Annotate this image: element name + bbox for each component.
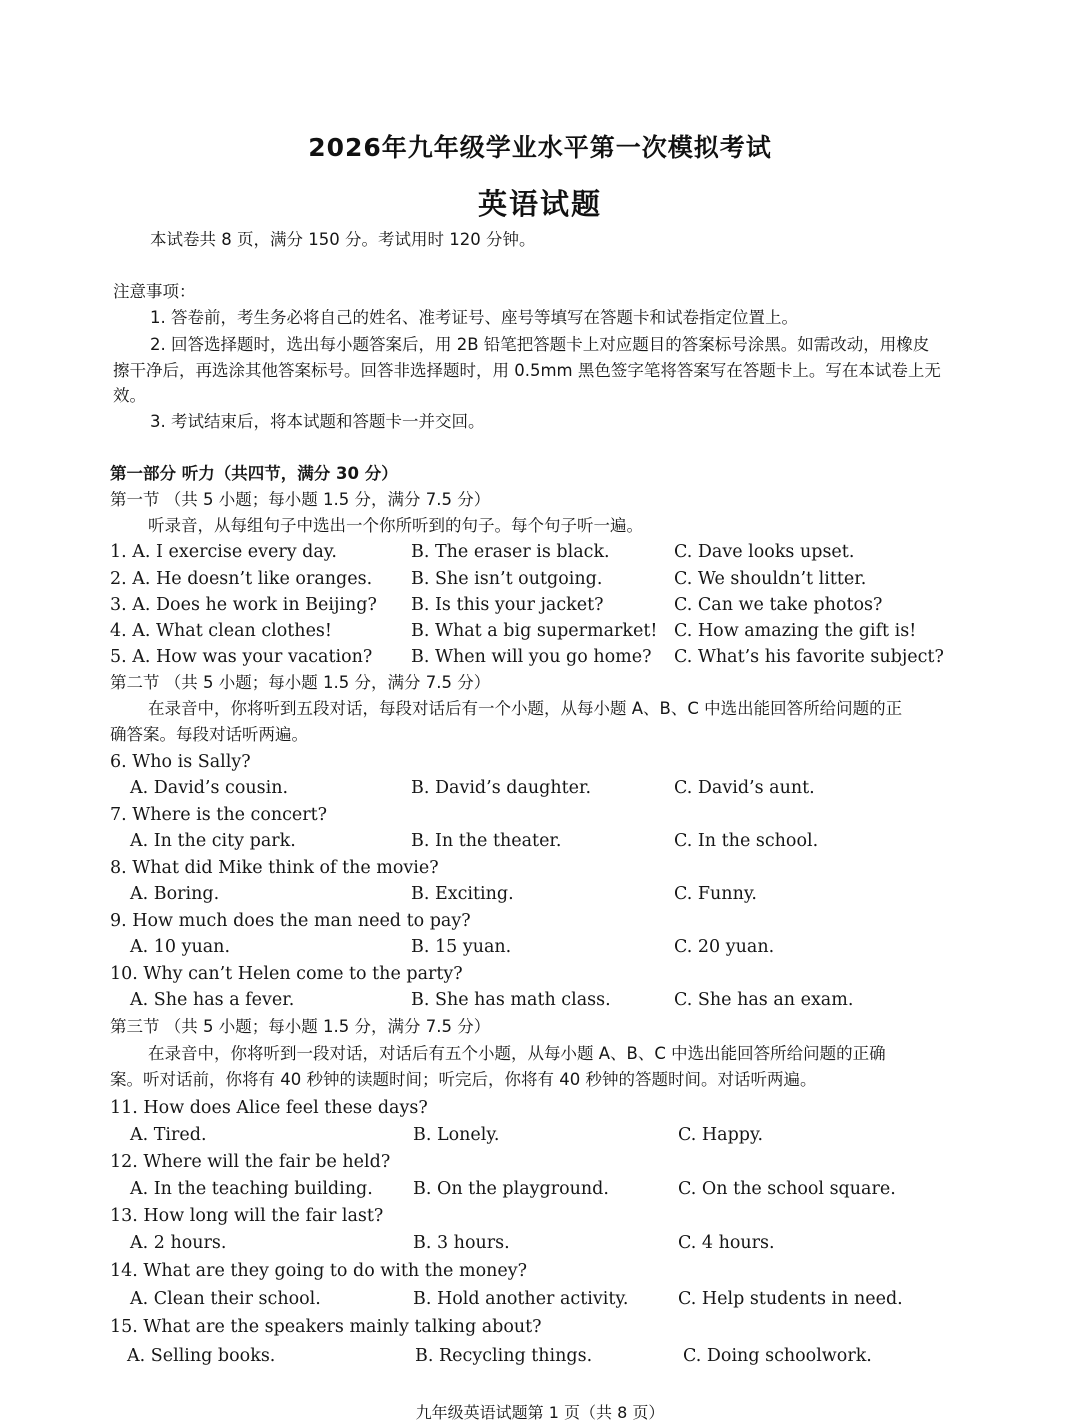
option-c: C. Happy. (678, 1125, 764, 1145)
exam-title: 2026年九年级学业水平第一次模拟考试 (308, 133, 772, 162)
option-c: C. Help students in need. (678, 1289, 903, 1309)
option-c: C. Can we take photos? (674, 595, 883, 615)
option-b: B. What a big supermarket! (411, 621, 658, 641)
note-item: 2. 回答选择题时，选出每小题答案后，用 2B 铅笔把答题卡上对应题目的答案标号涂黑。如需改动，用橡皮 (150, 335, 930, 354)
page-footer: 九年级英语试题第 1 页（共 8 页） (415, 1403, 665, 1422)
notes-heading: 注意事项： (113, 282, 196, 301)
option-c: C. In the school. (674, 831, 819, 851)
option-c: C. Funny. (674, 884, 757, 904)
option-b: B. Exciting. (411, 884, 514, 904)
option-a: 3. A. Does he work in Beijing? (110, 595, 377, 615)
option-a: A. Selling books. (127, 1346, 276, 1366)
question-stem: 10. Why can’t Helen come to the party? (110, 964, 463, 984)
option-a: A. 2 hours. (130, 1233, 227, 1253)
option-a: 2. A. He doesn’t like oranges. (110, 569, 373, 589)
option-b: B. Lonely. (413, 1125, 500, 1145)
option-a: A. Boring. (130, 884, 220, 904)
section3-heading: 第三节 （共 5 小题；每小题 1.5 分，满分 7.5 分） (110, 1017, 491, 1036)
section2-heading: 第二节 （共 5 小题；每小题 1.5 分，满分 7.5 分） (110, 673, 491, 692)
option-a: A. 10 yuan. (130, 937, 231, 957)
exam-subtitle: 英语试题 (477, 187, 602, 221)
option-a: A. David’s cousin. (130, 778, 289, 798)
option-a: 4. A. What clean clothes! (110, 621, 332, 641)
option-b: B. When will you go home? (411, 647, 652, 667)
option-b: B. David’s daughter. (411, 778, 592, 798)
question-stem: 14. What are they going to do with the money? (110, 1261, 528, 1281)
section1-instruction: 听录音，从每组句子中选出一个你所听到的句子。每个句子听一遍。 (148, 516, 643, 535)
question-stem: 13. How long will the fair last? (110, 1206, 384, 1226)
option-b: B. 15 yuan. (411, 937, 512, 957)
option-c: C. How amazing the gift is! (674, 621, 917, 641)
question-stem: 12. Where will the fair be held? (110, 1152, 391, 1172)
option-a: 5. A. How was your vacation? (110, 647, 373, 667)
part1-heading: 第一部分 听力（共四节，满分 30 分） (110, 464, 398, 483)
option-b: B. She has math class. (411, 990, 611, 1010)
option-b: B. She isn’t outgoing. (411, 569, 603, 589)
section3-instruction: 案。听对话前，你将有 40 秒钟的读题时间；听完后，你将有 40 秒钟的答题时间。对话听两遍。 (110, 1070, 817, 1089)
option-a: A. In the teaching building. (130, 1179, 373, 1199)
question-stem: 9. How much does the man need to pay? (110, 911, 471, 931)
option-c: C. Doing schoolwork. (683, 1346, 872, 1366)
note-item: 擦干净后，再选涂其他答案标号。回答非选择题时，用 0.5mm 黑色签字笔将答案写在答题卡上。写在本试卷上无 (113, 361, 941, 380)
question-stem: 15. What are the speakers mainly talking about? (110, 1317, 542, 1337)
note-item: 3. 考试结束后，将本试题和答题卡一并交回。 (150, 412, 485, 431)
option-c: C. What’s his favorite subject? (674, 647, 944, 667)
option-b: B. The eraser is black. (411, 542, 610, 562)
option-a: A. Clean their school. (130, 1289, 321, 1309)
question-stem: 6. Who is Sally? (110, 752, 251, 772)
option-b: B. Hold another activity. (413, 1289, 629, 1309)
option-a: 1. A. I exercise every day. (110, 542, 337, 562)
option-c: C. Dave looks upset. (674, 542, 855, 562)
question-stem: 11. How does Alice feel these days? (110, 1098, 428, 1118)
note-item: 效。 (113, 386, 146, 405)
exam-info: 本试卷共 8 页，满分 150 分。考试用时 120 分钟。 (150, 230, 536, 249)
option-c: C. David’s aunt. (674, 778, 815, 798)
option-c: C. 20 yuan. (674, 937, 775, 957)
section2-instruction: 在录音中，你将听到五段对话，每段对话后有一个小题，从每小题 A、B、C 中选出能回答所给问题的正 (148, 699, 903, 718)
section1-heading: 第一节 （共 5 小题；每小题 1.5 分，满分 7.5 分） (110, 490, 491, 509)
option-c: C. She has an exam. (674, 990, 854, 1010)
option-a: A. She has a fever. (130, 990, 295, 1010)
question-stem: 7. Where is the concert? (110, 805, 328, 825)
option-a: A. In the city park. (130, 831, 296, 851)
option-c: C. On the school square. (678, 1179, 896, 1199)
option-c: C. We shouldn’t litter. (674, 569, 867, 589)
option-b: B. On the playground. (413, 1179, 609, 1199)
section2-instruction: 确答案。每段对话听两遍。 (110, 725, 308, 744)
option-b: B. Is this your jacket? (411, 595, 604, 615)
option-b: B. In the theater. (411, 831, 562, 851)
note-item: 1. 答卷前，考生务必将自己的姓名、准考证号、座号等填写在答题卡和试卷指定位置上。 (150, 308, 798, 327)
section3-instruction: 在录音中，你将听到一段对话，对话后有五个小题，从每小题 A、B、C 中选出能回答所给问题的正确 (148, 1044, 886, 1063)
option-a: A. Tired. (130, 1125, 207, 1145)
option-b: B. 3 hours. (413, 1233, 510, 1253)
option-b: B. Recycling things. (415, 1346, 593, 1366)
question-stem: 8. What did Mike think of the movie? (110, 858, 439, 878)
option-c: C. 4 hours. (678, 1233, 775, 1253)
